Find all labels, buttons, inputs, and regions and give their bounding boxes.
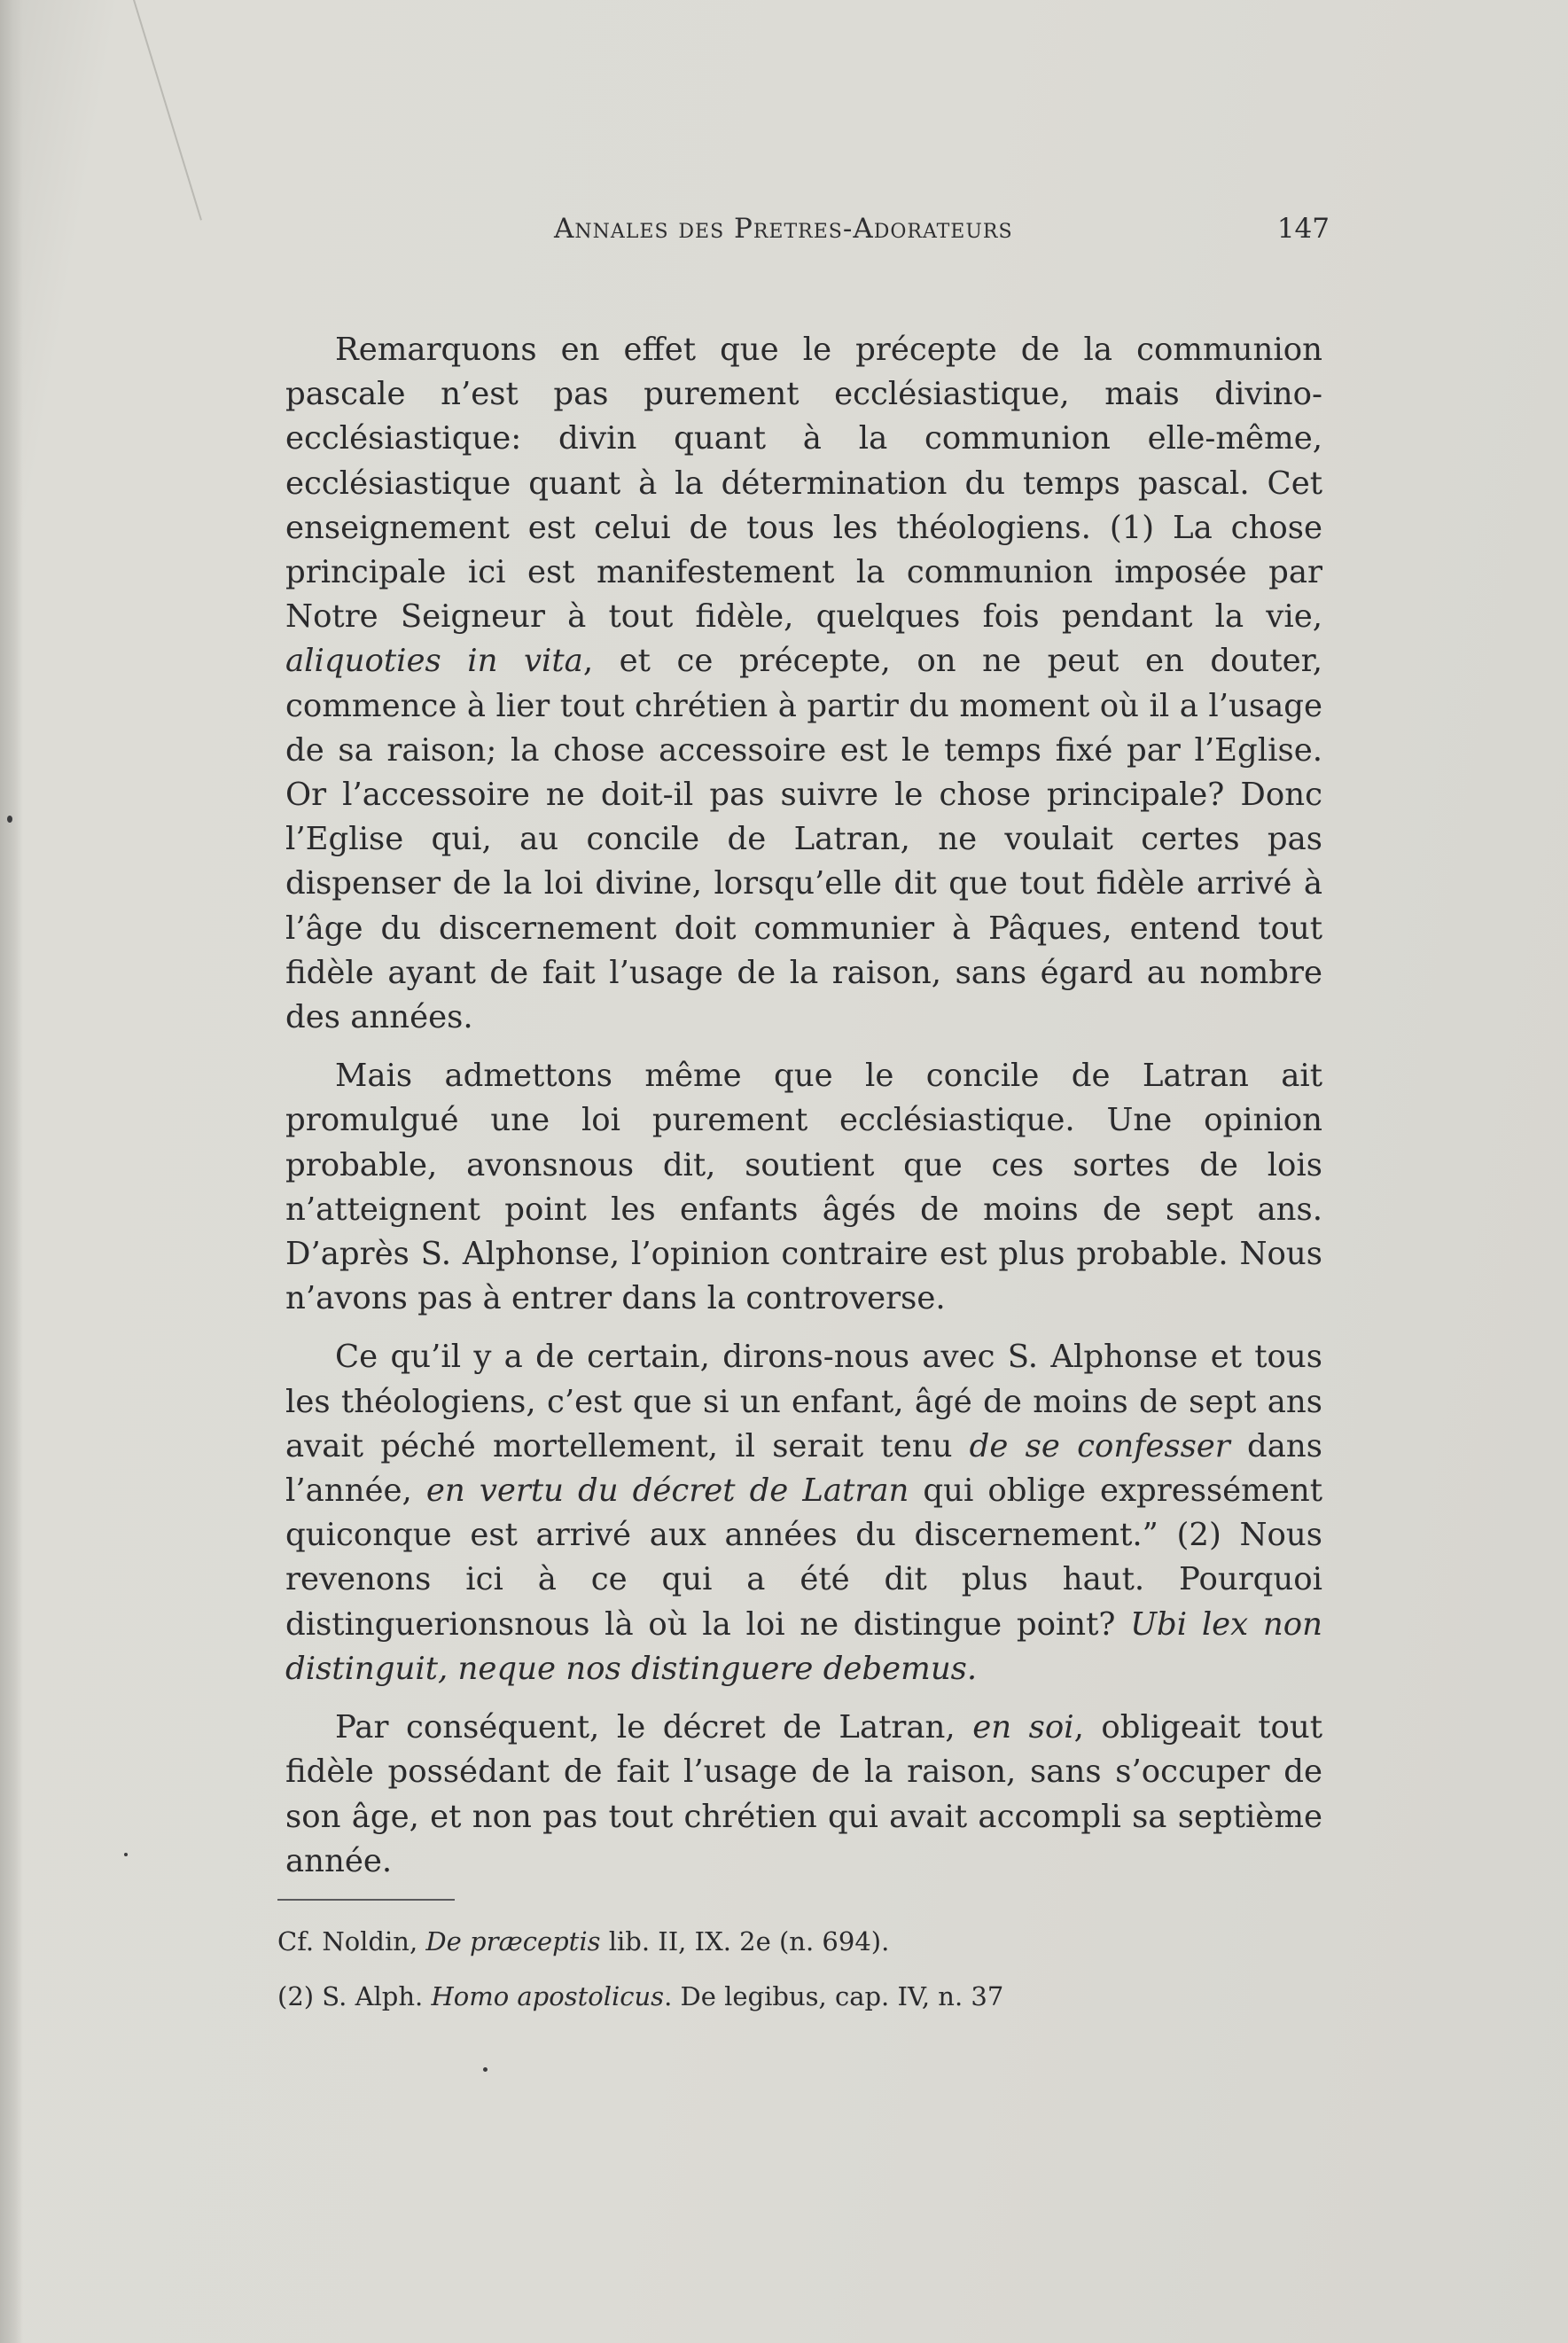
footnote-1 (277, 1925, 1252, 1957)
paragraph-2 (285, 1054, 1322, 1321)
footnote-text: . De legibus, cap. IV, n. 37 (664, 1981, 1004, 2011)
footnote-text: (2) S. Alph. (277, 1981, 432, 2011)
text-run: Remarquons en effet que le précepte de la communion pascale n’est pas purement ecclésiastique, mais divino-ecclésiastique: divin quant à la communion elle-même, ecclésiastique quant à la détermination du temps pascal. Cet enseignement est celui de tous les théologiens. (1) La chose principale ici est manifestement la communion imposée par Notre Seigneur à tout fidèle, quelques fois pendant la vie, (285, 332, 1322, 636)
body-text (285, 328, 1322, 1898)
latin-phrase: aliquoties in vita (285, 643, 583, 680)
text-run: qui oblige expressément quiconque est arrivé aux années du discernement.” (2) Nous revenons ici à ce qui a été dit plus haut. Pourquoi distinguerionsnous là où la loi ne distingue point? (285, 1472, 1322, 1643)
page-number: 147 (1276, 213, 1330, 245)
footnote-title: De præceptis (425, 1926, 601, 1956)
paragraph-1 (285, 328, 1322, 1040)
footnote-title: Homo apostolicus (431, 1981, 665, 2011)
footnotes (277, 1925, 1252, 2035)
text-run: Ce qu’il y a de certain, dirons-nous avec S. Alphonse et tous les théologiens, c’est que si un enfant, âgé de moins de sept ans avait péché mortellement, il serait tenu (285, 1339, 1322, 1464)
paper-speck (483, 2067, 488, 2072)
footnote-text: Cf. Noldin, (277, 1926, 426, 1956)
latin-phrase: en soi (972, 1709, 1074, 1746)
paragraph-3 (285, 1335, 1322, 1691)
footnote-2 (277, 1980, 1252, 2012)
text-run: dans l’année, (285, 1427, 1322, 1510)
paper-speck (124, 1853, 128, 1856)
paragraph-4 (285, 1706, 1322, 1884)
page-crease (133, 0, 202, 221)
text-run: , obligeait tout fidèle possédant de fait l’usage de la raison, sans s’occuper de son âge, et non pas tout chrétien qui avait accompli sa septième année. (285, 1709, 1322, 1879)
footnote-divider (277, 1899, 455, 1901)
page-binding-shadow (0, 0, 23, 2343)
page-header (284, 213, 1330, 257)
text-run: Par conséquent, le décret de Latran, (335, 1709, 973, 1746)
footnote-text: lib. II, IX. 2e (n. 694). (600, 1926, 890, 1956)
text-run: , et ce précepte, on ne peut en douter, commence à lier tout chrétien à partir du moment où il a l’usage de sa raison; la chose accessoire est le temps fixé par l’Eglise. Or l’accessoire ne doit-il pas suivre le chose principale? Donc l’Eglise qui, au concile de Latran, ne voulait certes pas dispenser de la loi divine, lorsqu’elle dit que tout fidèle arrivé à l’âge du discernement doit communier à Pâques, entend tout fidèle ayant de fait l’usage de la raison, sans égard au nombre des années. (285, 643, 1322, 1036)
italic-phrase: de se confesser (969, 1427, 1230, 1464)
italic-phrase: en vertu du décret de Latran (425, 1472, 909, 1510)
running-title: Annales des Pretres-Adorateurs (554, 213, 1013, 245)
latin-maxim: Ubi lex non distinguit, neque nos distinguere debemus. (285, 1605, 1322, 1687)
text-run: Mais admettons même que le concile de Latran ait promulgué une loi purement ecclésiastique. Une opinion probable, avonsnous dit, soutient que ces sortes de lois n’atteignent point les enfants âgés de moins de sept ans. D’après S. Alphonse, l’opinion contraire est plus probable. Nous n’avons pas à entrer dans la controverse. (285, 1058, 1322, 1317)
paper-speck (7, 816, 12, 823)
